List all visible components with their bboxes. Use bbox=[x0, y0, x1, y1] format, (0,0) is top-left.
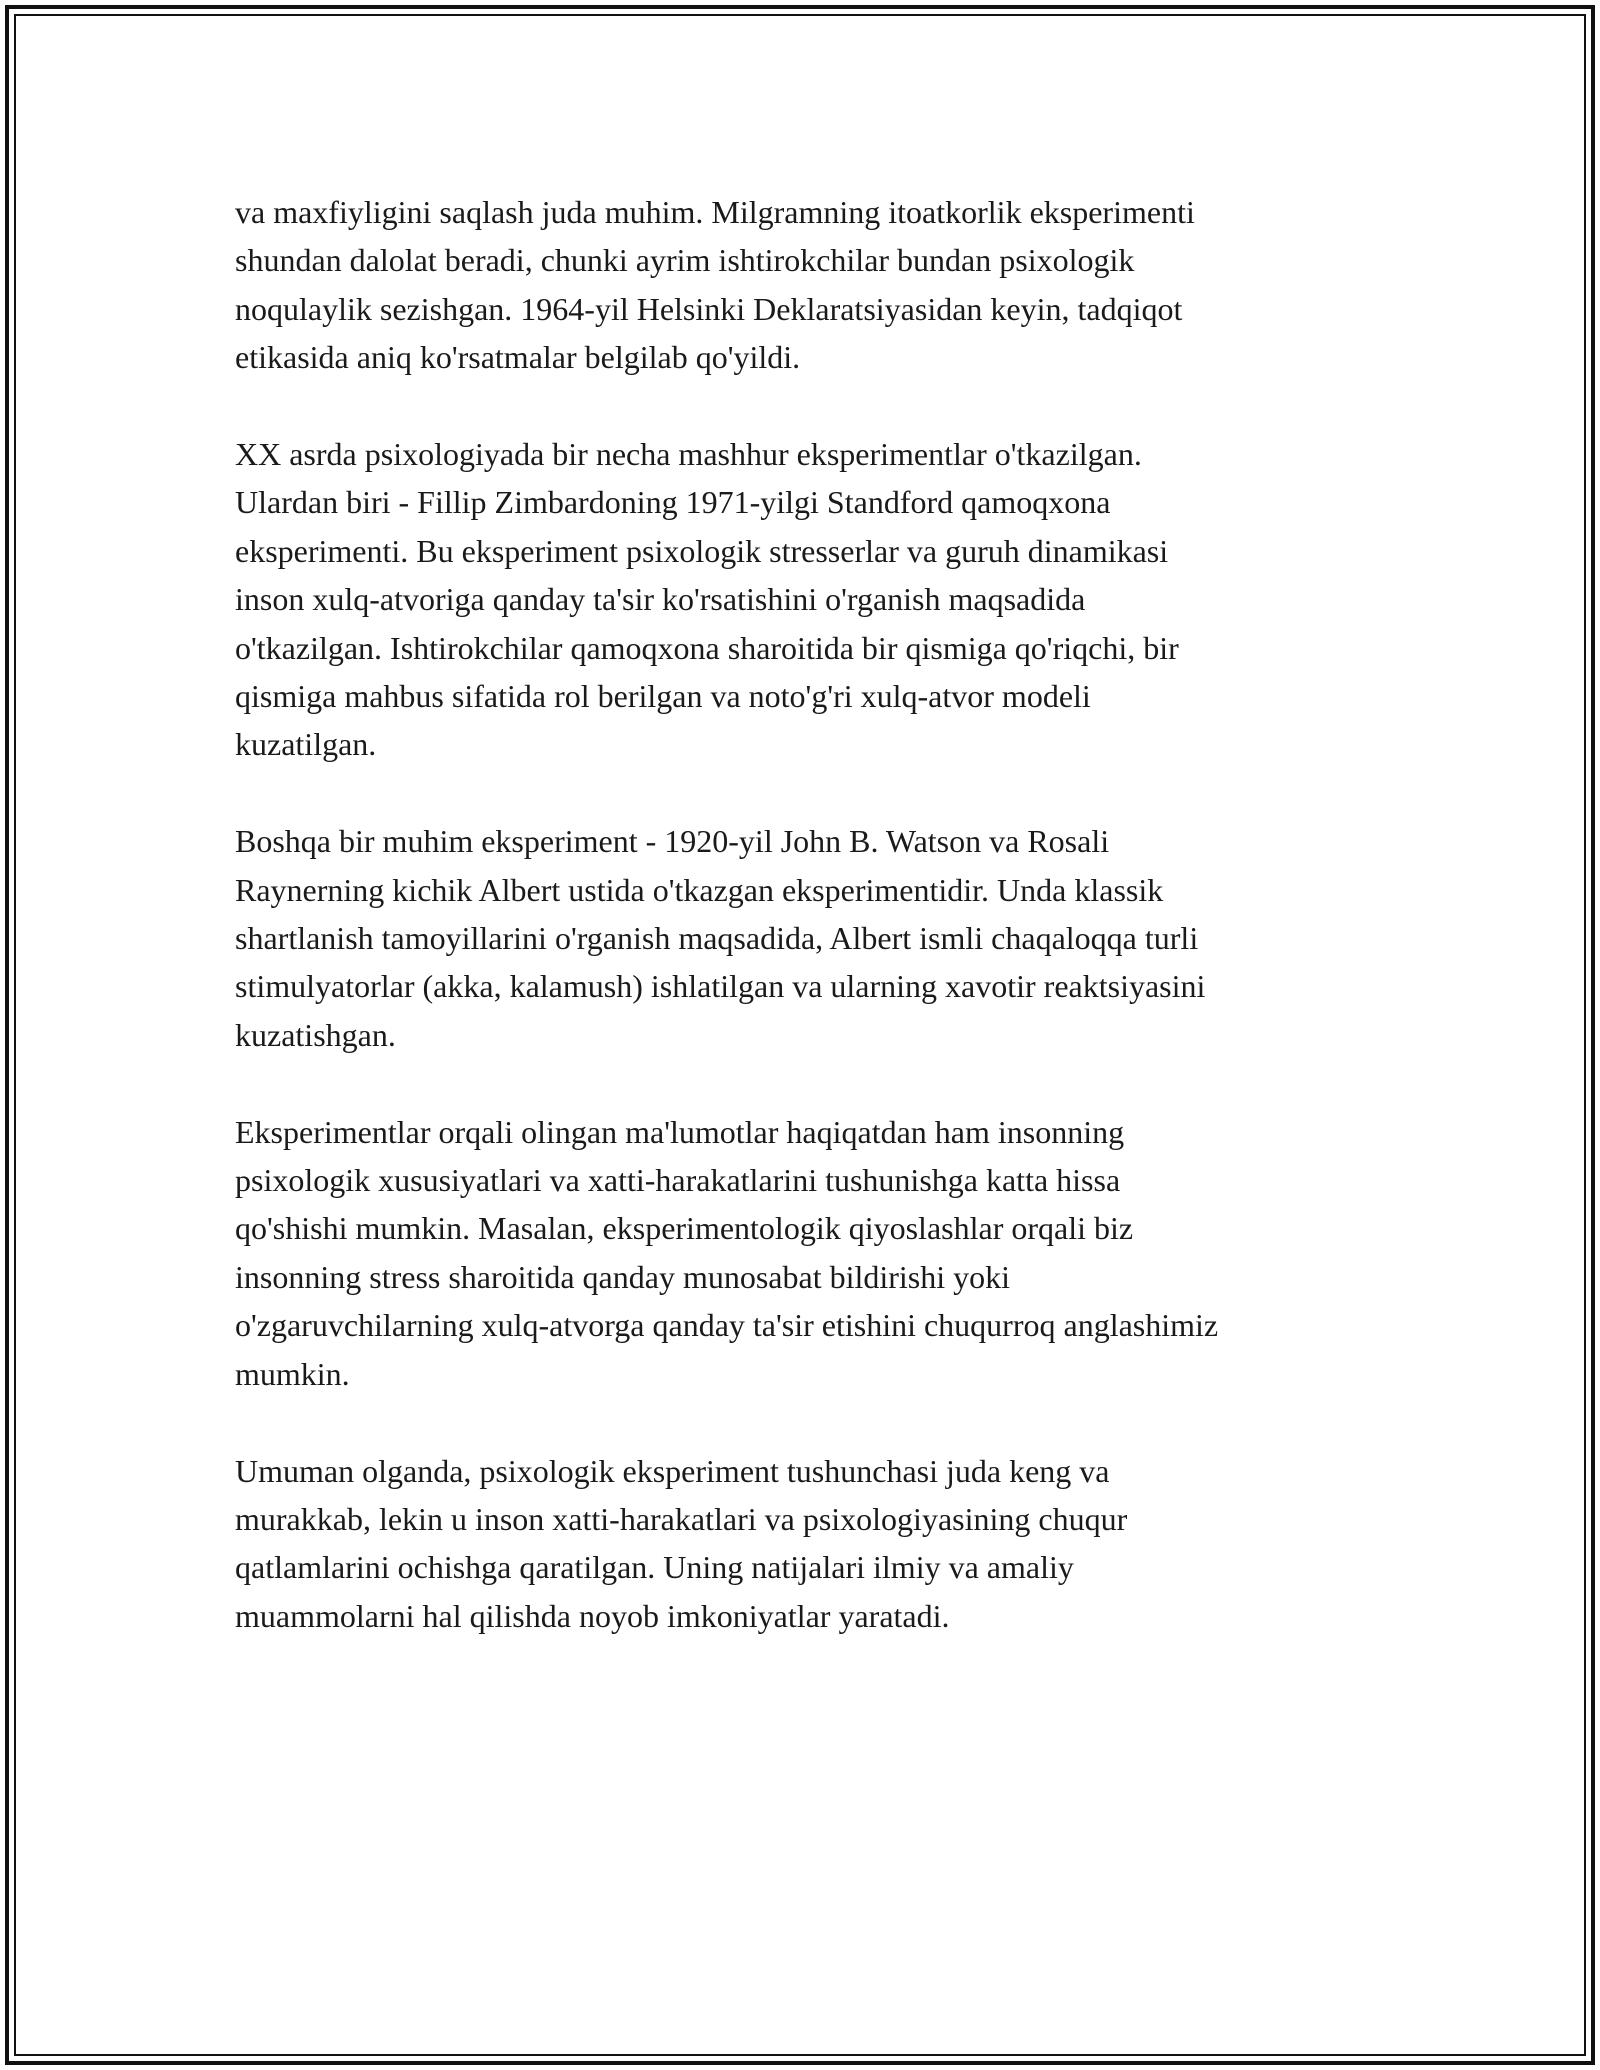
document-body bbox=[235, 188, 1385, 1689]
paragraph-2: XX asrda psixologiyada bir necha mashhur eksperimentlar o'tkazilgan. Ulardan biri - Fillip Zimbardoning 1971-yilgi Standford qamoqxona eksperimenti. Bu eksperiment psixologik stresserlar va guruh dinamikasi inson xulq-atvoriga qanday ta'sir ko'rsatishini o'rganish maqsadida o'tkazilgan. Ishtirokchilar qamoqxona sharoitida bir qismiga qo'riqchi, bir qismiga mahbus sifatida rol berilgan va noto'g'ri xulq-atvor modeli kuzatilgan. bbox=[235, 436, 1179, 763]
paragraph-4: Eksperimentlar orqali olingan ma'lumotlar haqiqatdan ham insonning psixologik xususiyatlari va xatti-harakatlarini tushunishga katta hissa qo'shishi mumkin. Masalan, eksperimentologik qiyoslashlar orqali biz insonning stress sharoitida qanday munosabat bildirishi yoki o'zgaruvchilarning xulq-atvorga qanday ta'sir etishini chuqurroq anglashimiz mumkin. bbox=[235, 1113, 1219, 1392]
paragraph-1: va maxfiyligini saqlash juda muhim. Milgramning itoatkorlik eksperimenti shundan dalolat beradi, chunki ayrim ishtirokchilar bundan psixologik noqulaylik sezishgan. 1964-yil Helsinki Deklaratsiyasidan keyin, tadqiqot etikasida aniq ko'rsatmalar belgilab qo'yildi. bbox=[235, 194, 1195, 376]
paragraph-3: Boshqa bir muhim eksperiment - 1920-yil John B. Watson va Rosali Raynerning kichik Albert ustida o'tkazgan eksperimentidir. Unda klassik shartlanish tamoyillarini o'rganish maqsadida, Albert ismli chaqaloqqa turli stimulyatorlar (akka, kalamush) ishlatilgan va ularning xavotir reaktsiyasini kuzatishgan. bbox=[235, 823, 1206, 1053]
paragraph-5: Umuman olganda, psixologik eksperiment tushunchasi juda keng va murakkab, lekin u inson xatti-harakatlari va psixologiyasining chuqur qatlamlarini ochishga qaratilgan. Uning natijalari ilmiy va amaliy muammolarni hal qilishda noyob imkoniyatlar yaratadi. bbox=[235, 1452, 1128, 1634]
